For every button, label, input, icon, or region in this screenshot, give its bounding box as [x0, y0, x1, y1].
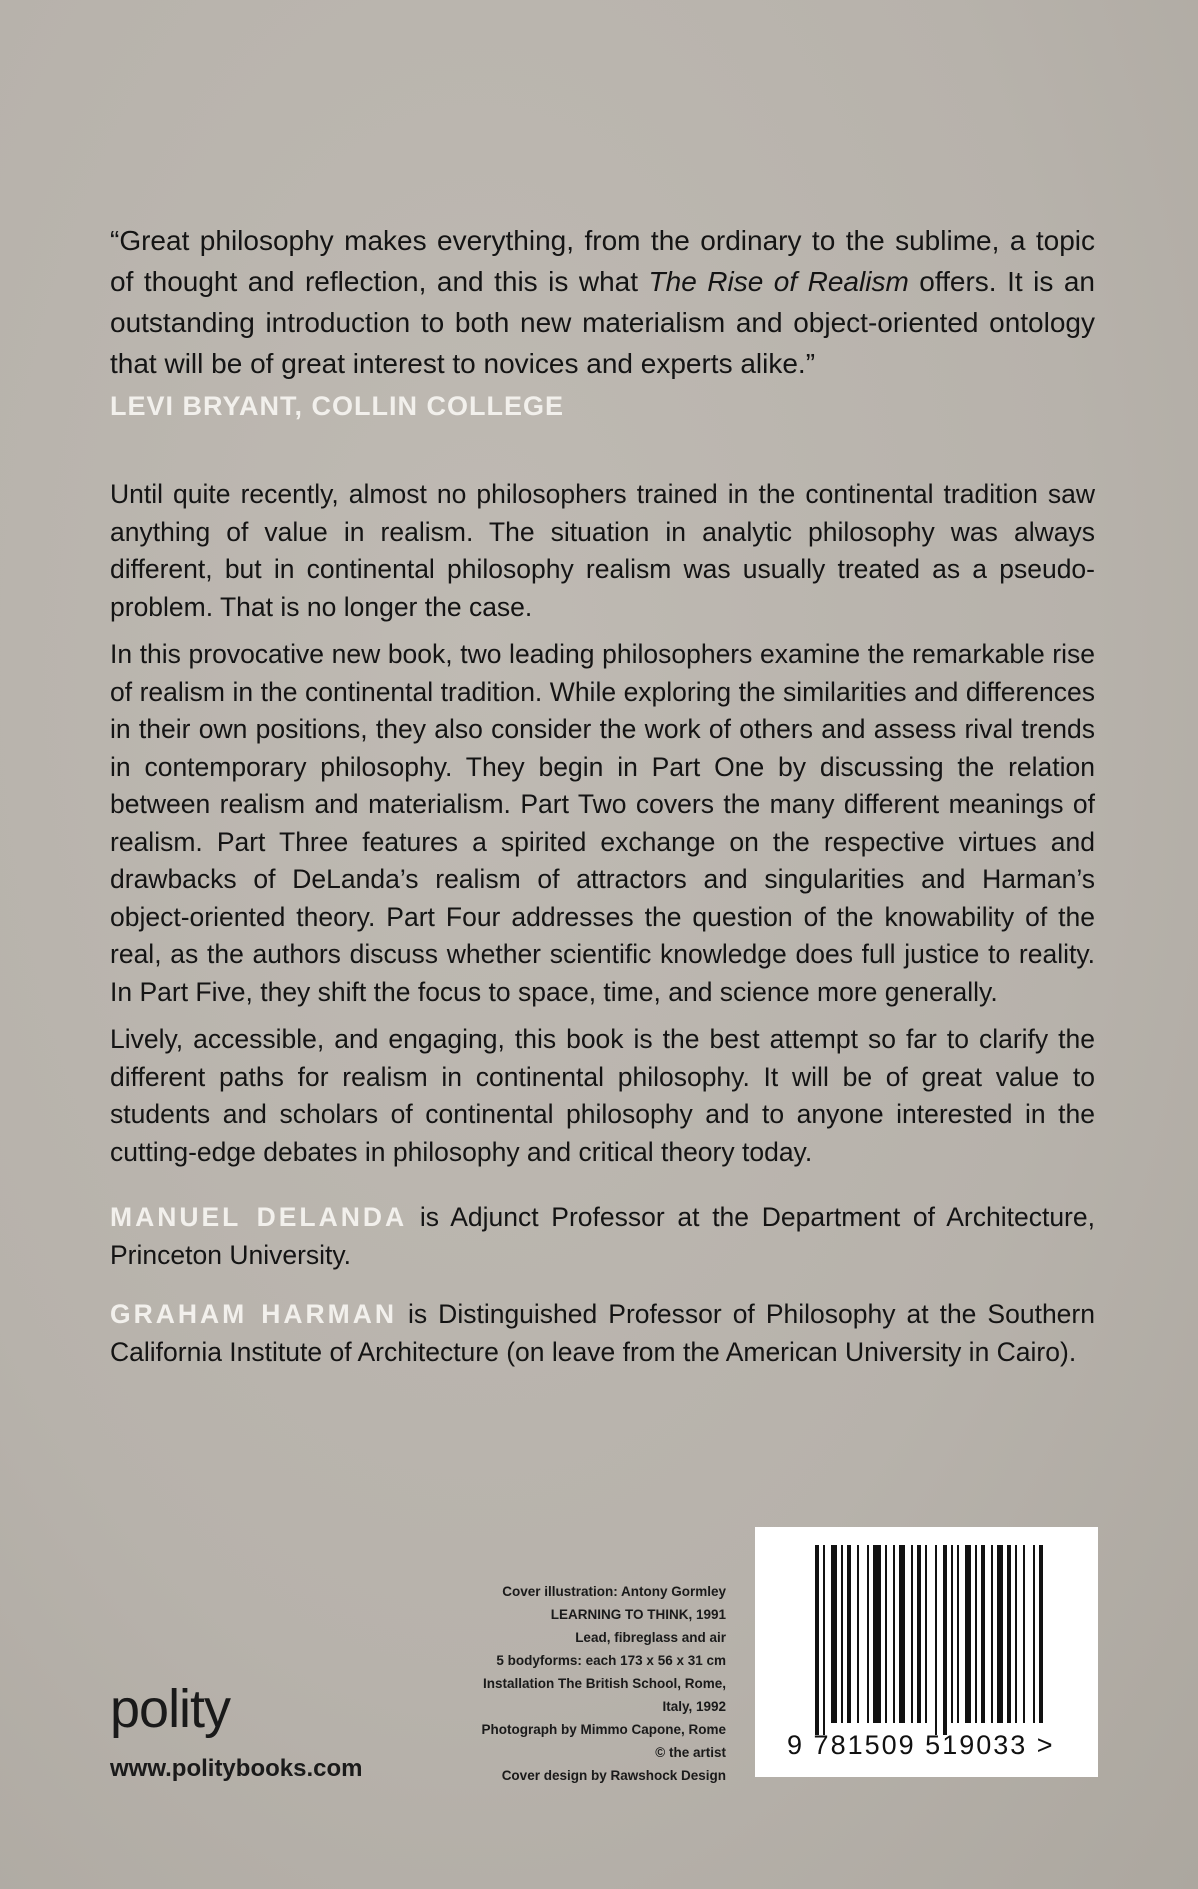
description-paragraph-1: Until quite recently, almost no philosophers trained in the continental tradition saw anything of value in realism. The situation in analytic philosophy was always different, but in continental philosophy realism was usually treated as a pseudo-problem. That is no longer the case. [110, 479, 1095, 622]
barcode-bar [997, 1545, 1003, 1723]
credit-line: © the artist [655, 1745, 726, 1760]
book-title-italic: The Rise of Realism [648, 266, 909, 297]
description-paragraph-2: In this provocative new book, two leading philosophers examine the remarkable rise of realism in the continental tradition. While exploring the similarities and differences in their own positions, they also consider the work of others and assess rival trends in contemporary philosophy. They begin in Part One by discussing the relation between realism and materialism. Part Two covers the many different meanings of realism. Part Three features a spirited exchange on the respective virtues and drawbacks of DeLanda’s realism of attractors and singularities and Harman’s object-oriented theory. Part Four addresses the question of the knowability of the real, as the authors discuss whether scientific knowledge does full justice to reality. In Part Five, they shift the focus to space, time, and science more generally. [110, 639, 1095, 1007]
isbn-end-mark: > [1036, 1730, 1055, 1760]
barcode-bar [893, 1545, 895, 1723]
isbn-group-1: 781509 [813, 1730, 916, 1760]
barcode-bar [847, 1545, 851, 1723]
barcode-bar [981, 1545, 985, 1723]
barcode-bar [991, 1545, 993, 1723]
barcode-bar [965, 1545, 971, 1723]
author-bios [110, 1199, 1095, 1371]
book-description [110, 476, 1095, 1171]
barcode-bar [823, 1545, 825, 1735]
credit-line: Installation The British School, Rome, [482, 1676, 726, 1691]
barcode-bar [873, 1545, 881, 1723]
barcode-bar [957, 1545, 959, 1723]
cover-credits [430, 1580, 726, 1787]
barcode-bar [917, 1545, 921, 1723]
barcode-bar [867, 1545, 869, 1723]
barcode-bar [885, 1545, 887, 1723]
isbn-first-digit: 9 [787, 1730, 805, 1760]
barcode-bar [943, 1545, 947, 1735]
barcode-bar [899, 1545, 905, 1723]
quote-text-1: “Great philosophy makes everything, from the ordinary to the sublime, a topic of thought and reflection, and this is what [110, 225, 1095, 297]
barcode-bar [951, 1545, 953, 1723]
barcode-bar [935, 1545, 937, 1735]
back-cover-text [110, 220, 1095, 1393]
isbn-digits [787, 1730, 1055, 1761]
barcode-bar [815, 1545, 819, 1735]
quote-attribution: LEVI BRYANT, COLLIN COLLEGE [110, 391, 565, 421]
barcode-bar [857, 1545, 859, 1723]
credit-line: Photograph by Mimmo Capone, Rome [481, 1722, 726, 1737]
author-bio-text-harman: is Distinguished Professor of Philosophy at the Southern California Institute of Architecture (on leave from the American University in Cairo). [110, 1299, 1095, 1367]
author-bio-harman [110, 1296, 1095, 1371]
barcode-bar [925, 1545, 927, 1723]
endorsement-quote [110, 220, 1095, 384]
barcode-bar [831, 1545, 837, 1723]
barcode-bar [1015, 1545, 1017, 1723]
barcode-bar [1033, 1545, 1035, 1723]
credit-line: Italy, 1992 [662, 1699, 726, 1714]
publisher-url: www.politybooks.com [110, 1755, 363, 1782]
barcode-bar [1039, 1545, 1043, 1723]
author-bio-delanda [110, 1199, 1095, 1274]
barcode-bar [841, 1545, 843, 1723]
credit-line: 5 bodyforms: each 173 x 56 x 31 cm [496, 1653, 726, 1668]
isbn-barcode [755, 1527, 1098, 1777]
author-bio-text-delanda: is Adjunct Professor at the Department of Architecture, Princeton University. [110, 1202, 1095, 1270]
isbn-group-2: 519033 [925, 1730, 1028, 1760]
author-name-delanda: MANUEL DELANDA [110, 1202, 408, 1232]
barcode-bar [1023, 1545, 1025, 1723]
description-paragraph-3: Lively, accessible, and engaging, this book is the best attempt so far to clarify the different paths for realism in continental philosophy. It will be of great value to students and scholars of continental philosophy and to anyone interested in the cutting-edge debates in philosophy and critical theory today. [110, 1024, 1095, 1167]
quote-text-2: offers. It is an outstanding introduction to both new materialism and object-oriented ontology that will be of great interest to novices and experts alike.” [110, 266, 1095, 379]
credit-line: Lead, fibreglass and air [575, 1630, 726, 1645]
credit-line: LEARNING TO THINK, 1991 [550, 1607, 726, 1622]
barcode-bar [1007, 1545, 1011, 1723]
credit-line: Cover illustration: Antony Gormley [502, 1584, 726, 1599]
publisher-logo: polity [110, 1679, 231, 1739]
barcode-bar [911, 1545, 913, 1723]
barcode-bar [975, 1545, 977, 1723]
credit-line: Cover design by Rawshock Design [501, 1768, 726, 1783]
author-name-harman: GRAHAM HARMAN [110, 1299, 398, 1329]
